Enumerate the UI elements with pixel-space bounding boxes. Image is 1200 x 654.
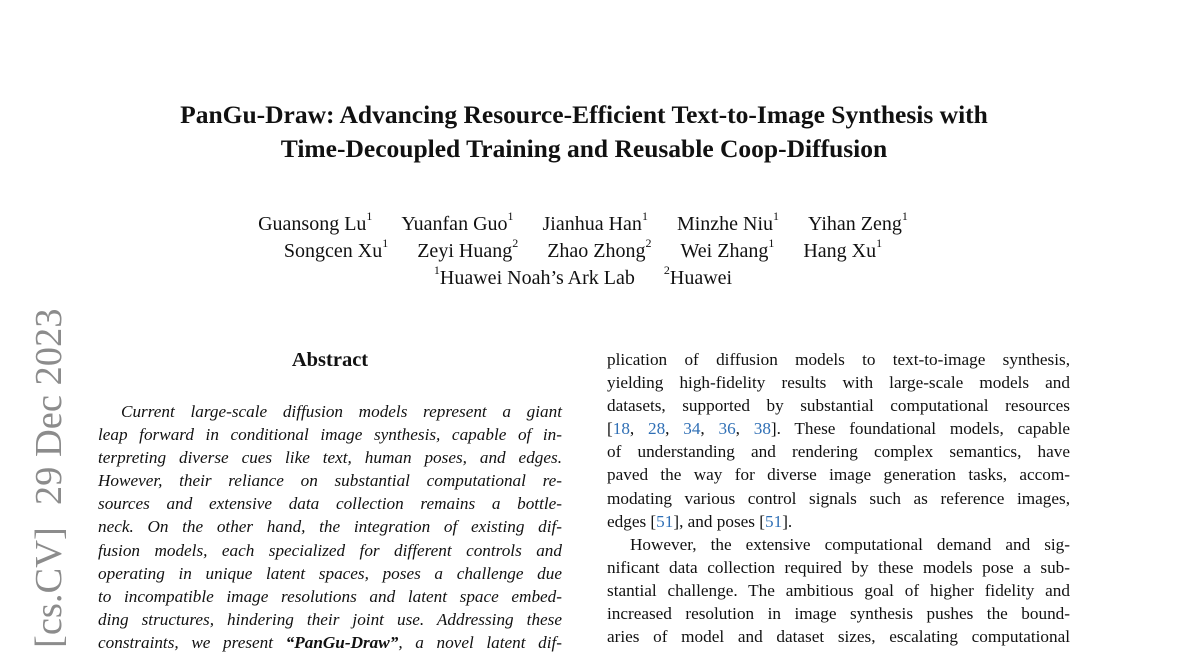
text-line: operating in unique latent spaces, poses a challenge due bbox=[98, 563, 562, 583]
text-line: aries of model and dataset sizes, escalating computational bbox=[607, 627, 1070, 647]
paper-title bbox=[0, 98, 1168, 166]
author: Jianhua Han$^1$ bbox=[542, 209, 648, 235]
text-line: ding structures, hindering their joint use. Addressing these bbox=[98, 609, 562, 629]
text-line: neck. On the other hand, the integration of existing dif- bbox=[98, 517, 562, 537]
abstract-heading: Abstract bbox=[291, 349, 369, 371]
author: Wei Zhang$^1$ bbox=[680, 236, 775, 262]
text-line: leap forward in conditional image synthesis, capable of in- bbox=[98, 425, 562, 445]
title-line: PanGu-Draw: Advancing Resource-Efficient Text-to-Image Synthesis with bbox=[180, 100, 988, 129]
model-name: “PanGu-Draw” bbox=[285, 632, 399, 652]
author-row-1 bbox=[0, 211, 1166, 238]
citation-link[interactable]: 51 bbox=[765, 511, 783, 531]
text-line: constraints, we present “PanGu-Draw”, a novel latent dif- bbox=[98, 632, 562, 652]
text-line: datasets, supported by substantial computational resources bbox=[607, 396, 1070, 416]
arxiv-date: 29 Dec 2023 bbox=[28, 308, 70, 506]
body-column-right bbox=[607, 348, 1070, 648]
text-line: modating various control signals such as reference images, bbox=[607, 488, 1070, 508]
author: Songcen Xu$^1$ bbox=[283, 236, 389, 262]
text-line: fusion models, each specialized for different controls and bbox=[98, 540, 562, 560]
affiliation-row bbox=[0, 265, 1166, 292]
abstract-text bbox=[98, 400, 562, 654]
author: Zeyi Huang$^2$ bbox=[417, 236, 519, 262]
text-line: paved the way for diverse image generation tasks, accom- bbox=[607, 465, 1070, 485]
citation-link[interactable]: 18 bbox=[612, 419, 630, 439]
text-line: yielding high-fidelity results with large-scale models and bbox=[607, 373, 1070, 393]
text-line: increased resolution in image synthesis pushes the bound- bbox=[607, 604, 1070, 624]
citation-link[interactable]: 38 bbox=[753, 419, 771, 439]
text-line: [18, 28, 34, 36, 38]. These foundational models, capable bbox=[607, 419, 1071, 439]
affiliation: $^1$Huawei Noah’s Ark Lab bbox=[433, 263, 635, 289]
citation-link[interactable]: 36 bbox=[718, 419, 736, 439]
author: Guansong Lu$^1$ bbox=[258, 209, 373, 235]
text-line: Current large-scale diffusion models represent a giant bbox=[121, 402, 562, 421]
arxiv-category: [cs.CV] bbox=[28, 527, 70, 648]
text-line: to incompatible image resolutions and latent space embed- bbox=[98, 586, 562, 606]
arxiv-stamp bbox=[27, 308, 71, 648]
text-line: of understanding and rendering complex semantics, have bbox=[607, 442, 1070, 462]
title-line: Time-Decoupled Training and Reusable Coop-Diffusion bbox=[280, 134, 888, 163]
affiliation: $^2$Huawei bbox=[663, 263, 733, 289]
text-line: However, the extensive computational demand and sig- bbox=[630, 534, 1070, 554]
author-row-2 bbox=[0, 238, 1166, 265]
author-block bbox=[0, 211, 1166, 292]
citation-link[interactable]: 51 bbox=[656, 511, 674, 531]
text-line: sources and extensive data collection remains a bottle- bbox=[98, 494, 562, 514]
author: Zhao Zhong$^2$ bbox=[547, 236, 652, 262]
author: Minzhe Niu$^1$ bbox=[676, 209, 780, 235]
text-line: nificant data collection required by these models pose a sub- bbox=[607, 557, 1070, 577]
author: Yuanfan Guo$^1$ bbox=[401, 209, 514, 235]
citation-link[interactable]: 28 bbox=[647, 419, 666, 439]
text-line: plication of diffusion models to text-to-image synthesis, bbox=[607, 350, 1070, 369]
author: Hang Xu$^1$ bbox=[803, 236, 883, 262]
text-line: edges [51], and poses [51]. bbox=[607, 511, 793, 531]
text-line: However, their reliance on substantial computational re- bbox=[98, 471, 562, 491]
citation-link[interactable]: 34 bbox=[683, 419, 701, 439]
text-line: stantial challenge. The ambitious goal of higher fidelity and bbox=[607, 580, 1070, 600]
text-line: terpreting diverse cues like text, human poses, and edges. bbox=[98, 448, 562, 468]
author: Yihan Zeng$^1$ bbox=[808, 209, 908, 235]
